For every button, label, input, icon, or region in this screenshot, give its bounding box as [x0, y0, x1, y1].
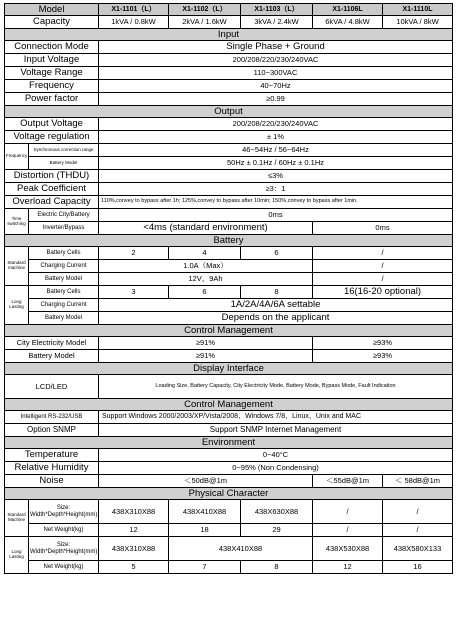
spec-row	[5, 131, 453, 144]
spec-row	[5, 196, 453, 209]
row-label: Charging Current	[29, 299, 99, 312]
row-value: 0~95% (Non Condensing)	[99, 462, 453, 475]
row-value: 0ms	[313, 222, 453, 235]
spec-row	[5, 118, 453, 131]
row-label: Connection Mode	[5, 41, 99, 54]
model-name: X1-1106L	[313, 4, 383, 16]
row-value: 12	[99, 524, 169, 537]
row-value: 438X410X88	[169, 537, 313, 561]
row-value: ＜ 58dB@1m	[383, 475, 453, 488]
row-label: Intelligent RS-232/USB	[5, 411, 99, 424]
spec-row	[5, 449, 453, 462]
row-value: 40~70Hz	[99, 80, 453, 93]
spec-row	[5, 424, 453, 437]
spec-row	[5, 247, 453, 260]
row-value: 0~40°C	[99, 449, 453, 462]
row-label: Option SNMP	[5, 424, 99, 437]
capacity-value: 2kVA / 1.6kW	[169, 16, 241, 29]
row-value: /	[313, 247, 453, 260]
spec-row	[5, 286, 453, 299]
row-value: ≥93%	[313, 337, 453, 350]
row-label: Battery Cells	[29, 286, 99, 299]
row-value: Single Phase + Ground	[99, 41, 453, 54]
standard-machine-group-label: Standard machine	[5, 247, 29, 286]
section-control-title: Control Management	[5, 325, 453, 337]
spec-row	[5, 500, 453, 524]
spec-row	[5, 144, 453, 157]
long-lasting-group-label: Long Lasting	[5, 537, 29, 574]
row-value: 16	[383, 561, 453, 574]
model-name: X1-1103（L）	[241, 4, 313, 16]
row-value: 8	[241, 286, 313, 299]
row-label: Net Weight(kg)	[29, 561, 99, 574]
row-value: 438X310X88	[99, 537, 169, 561]
spec-row	[5, 260, 453, 273]
row-label: Relative Humidity	[5, 462, 99, 475]
row-value: 12	[313, 561, 383, 574]
row-value: ≥91%	[99, 337, 313, 350]
standard-machine-group-label: Standard Machine	[5, 500, 29, 537]
row-label: Peak Coefficient	[5, 183, 99, 196]
row-value: 438X410X88	[169, 500, 241, 524]
section-physical-title: Physical Character	[5, 488, 453, 500]
capacity-value: 10kVA / 8kW	[383, 16, 453, 29]
spec-sheet	[4, 3, 452, 574]
model-row	[5, 4, 453, 16]
spec-row	[5, 350, 453, 363]
row-value: 3	[99, 286, 169, 299]
row-value: /	[383, 500, 453, 524]
row-value: /	[383, 524, 453, 537]
row-value: /	[313, 260, 453, 273]
row-value: Support SNMP Internet Management	[99, 424, 453, 437]
row-label: Net Weight(kg)	[29, 524, 99, 537]
row-label: Electric City/Battery	[29, 209, 99, 222]
row-value: 4	[169, 247, 241, 260]
row-label: City Electricity Model	[5, 337, 99, 350]
row-value: /	[313, 273, 453, 286]
spec-row	[5, 80, 453, 93]
section-control-comm-title: Control Management	[5, 399, 453, 411]
section-battery-title: Battery	[5, 235, 453, 247]
row-value: 438X630X88	[241, 500, 313, 524]
row-value: /	[313, 524, 383, 537]
spec-row	[5, 54, 453, 67]
model-name: X1-1101（L）	[99, 4, 169, 16]
row-value: 6	[169, 286, 241, 299]
row-value: 438X310X88	[99, 500, 169, 524]
row-value: 1.0A（Max）	[99, 260, 313, 273]
row-value: 438X580X133	[383, 537, 453, 561]
row-label: Temperature	[5, 449, 99, 462]
spec-row	[5, 209, 453, 222]
row-label: Output Voltage	[5, 118, 99, 131]
spec-row	[5, 299, 453, 312]
row-label: Input Voltage	[5, 54, 99, 67]
row-value: 2	[99, 247, 169, 260]
row-value: Depends on the applicant	[99, 312, 453, 325]
row-label: Voltage Range	[5, 67, 99, 80]
row-label: Battery Model	[29, 312, 99, 325]
capacity-label: Capacity	[5, 16, 99, 29]
row-value: 110%,convey to bypass after 1h; 125%,convey to bypass after 10min; 150%,convey to bypass after 1min.	[99, 196, 453, 209]
row-value: 7	[169, 561, 241, 574]
row-value: ≤3%	[99, 170, 453, 183]
row-label: Overload Capacity	[5, 196, 99, 209]
row-value: 29	[241, 524, 313, 537]
row-value: 200/208/220/230/240VAC	[99, 118, 453, 131]
spec-row	[5, 462, 453, 475]
model-label: Model	[5, 4, 99, 16]
row-label: Battery Cells	[29, 247, 99, 260]
row-value: <4ms (standard environment)	[99, 222, 313, 235]
capacity-value: 1kVA / 0.8kW	[99, 16, 169, 29]
spec-row	[5, 561, 453, 574]
row-label: Distortion (THDU)	[5, 170, 99, 183]
row-value: 50Hz ± 0.1Hz / 60Hz ± 0.1Hz	[99, 157, 453, 170]
row-value: 18	[169, 524, 241, 537]
row-value: ≥93%	[313, 350, 453, 363]
row-label: Size: Width*Depth*Height(mm)	[29, 500, 99, 524]
row-label: Voltage regulation	[5, 131, 99, 144]
section-output-title: Output	[5, 106, 453, 118]
row-value: 5	[99, 561, 169, 574]
spec-row	[5, 157, 453, 170]
capacity-row	[5, 16, 453, 29]
section-environment-title: Environment	[5, 437, 453, 449]
row-label: Battery Model	[29, 157, 99, 170]
row-label: Size: Width*Depth*Height(mm)	[29, 537, 99, 561]
spec-row	[5, 375, 453, 399]
spec-row	[5, 67, 453, 80]
long-lasting-group-label: Long Lasting	[5, 286, 29, 325]
row-value: /	[313, 500, 383, 524]
row-value: ≥3：1	[99, 183, 453, 196]
frequency-group-label: Frequency	[5, 144, 29, 170]
spec-row	[5, 411, 453, 424]
row-value: 110~300VAC	[99, 67, 453, 80]
capacity-value: 6kVA / 4.8kW	[313, 16, 383, 29]
row-value: 0ms	[99, 209, 453, 222]
model-name: X1-1110L	[383, 4, 453, 16]
row-label: LCD/LED	[5, 375, 99, 399]
row-value: ＜50dB@1m	[99, 475, 313, 488]
spec-row	[5, 183, 453, 196]
section-input-title: Input	[5, 29, 453, 41]
spec-row	[5, 475, 453, 488]
spec-row	[5, 93, 453, 106]
row-value: 46~54Hz / 56~64Hz	[99, 144, 453, 157]
row-value: 200/208/220/230/240VAC	[99, 54, 453, 67]
spec-row	[5, 170, 453, 183]
row-label: Charging Current	[29, 260, 99, 273]
row-value: ＜55dB@1m	[313, 475, 383, 488]
row-value: 6	[241, 247, 313, 260]
row-value: 8	[241, 561, 313, 574]
row-value: 16(16-20 optional)	[313, 286, 453, 299]
capacity-value: 3kVA / 2.4kW	[241, 16, 313, 29]
row-label: Synchronous correction range	[29, 144, 99, 157]
row-label: Power factor	[5, 93, 99, 106]
spec-row	[5, 537, 453, 561]
row-value: ± 1%	[99, 131, 453, 144]
row-label: Battery Model	[29, 273, 99, 286]
row-value: 438X530X88	[313, 537, 383, 561]
row-value: ≥91%	[99, 350, 313, 363]
row-value: Support Windows 2000/2003/XP/Vista/2008、Windows 7/8、Linux、Unix and MAC	[99, 411, 453, 424]
row-value: 12V、9Ah	[99, 273, 313, 286]
row-label: Inverter/Bypass	[29, 222, 99, 235]
row-value: ≥0.99	[99, 93, 453, 106]
row-label: Battery Model	[5, 350, 99, 363]
spec-row	[5, 337, 453, 350]
row-value: 1A/2A/4A/6A settable	[99, 299, 453, 312]
spec-table	[4, 3, 453, 574]
model-name: X1-1102（L）	[169, 4, 241, 16]
spec-row	[5, 222, 453, 235]
time-switching-group-label: Time switching	[5, 209, 29, 235]
row-label: Frequency	[5, 80, 99, 93]
spec-row	[5, 524, 453, 537]
spec-row	[5, 273, 453, 286]
spec-row	[5, 41, 453, 54]
spec-row	[5, 312, 453, 325]
section-display-title: Display Interface	[5, 363, 453, 375]
row-label: Noise	[5, 475, 99, 488]
row-value: Loading Size, Battery Capacity, City Electricity Mode, Battery Mode, Bypass Mode, Fault Indication	[99, 375, 453, 399]
